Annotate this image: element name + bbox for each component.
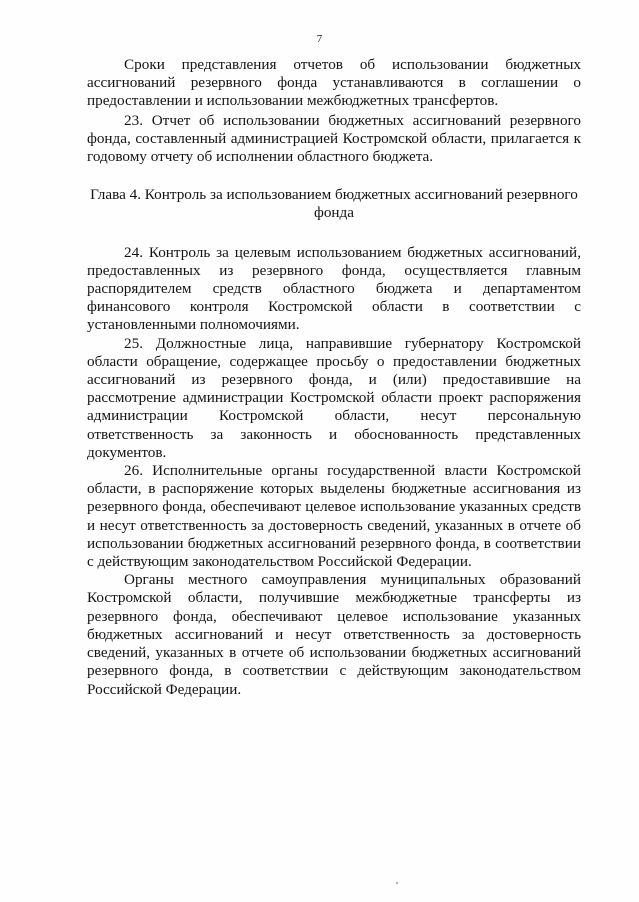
- document-body: [87, 56, 581, 699]
- paragraph-local-authorities: Органы местного самоуправления муниципальных образований Костромской области, получившие межбюджетные трансферты из резервного фонда, обеспечивают целевое использование указанных бюджетных ассигнований и несут ответственность за достоверность сведений, указанных в отчете об использовании бюджетных ассигнований резервного фонда, в соответствии с действующим законодательством Российской Федерации.: [87, 571, 581, 698]
- scan-speck: [396, 882, 398, 884]
- paragraph-reports-terms: Сроки представления отчетов об использовании бюджетных ассигнований резервного фонда устанавливаются в соглашении о предоставлении и использовании межбюджетных трансфертов.: [87, 56, 581, 110]
- paragraph-23: 23. Отчет об использовании бюджетных ассигнований резервного фонда, составленный администрацией Костромской области, прилагается к годовому отчету об исполнении областного бюджета.: [87, 111, 581, 166]
- paragraph-25: 25. Должностные лица, направившие губернатору Костромской области обращение, содержащее просьбу о предоставлении бюджетных ассигнований из резервного фонда, и (или) предоставившие на рассмотрение администрации Костромской области проект распоряжения администрации Костромской области, несут персональную ответственность за законность и обоснованность представленных документов.: [87, 334, 581, 461]
- paragraph-24: 24. Контроль за целевым использованием бюджетных ассигнований, предоставленных из резервного фонда, осуществляется главным распорядителем средств областного бюджета и департаментом финансового контроля Костромской области в соответствии с установленными полномочиями.: [87, 243, 581, 334]
- paragraph-26: 26. Исполнительные органы государственной власти Костромской области, в распоряжение которых выделены бюджетные ассигнования из резервного фонда, обеспечивают целевое использование указанных средств и несут ответственность за достоверность сведений, указанных в отчете об использовании бюджетных ассигнований резервного фонда, в соответствии с действующим законодательством Российской Федерации.: [87, 462, 581, 571]
- page-number: 7: [316, 33, 323, 45]
- chapter-heading: Глава 4. Контроль за использованием бюджетных ассигнований резервного фонда: [90, 186, 578, 222]
